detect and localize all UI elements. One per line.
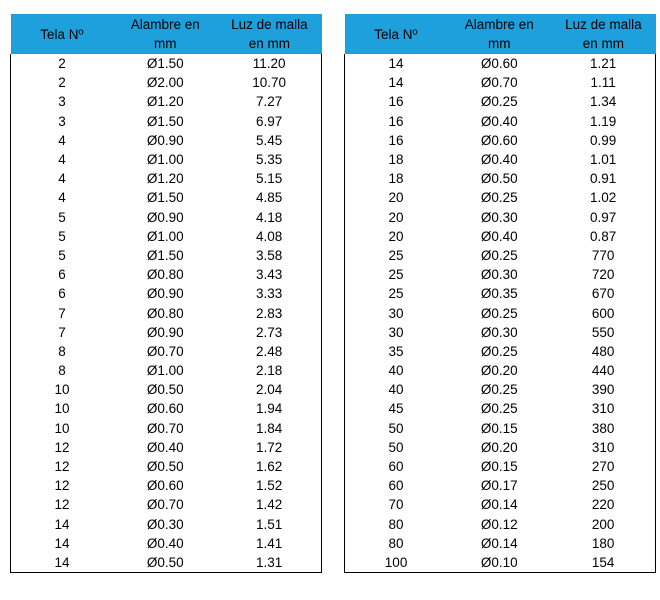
wire-diameter-cell: Ø0.40 — [480, 113, 518, 129]
header-wire-line2: mm — [153, 36, 177, 51]
mesh-opening-cell: 5.15 — [256, 171, 283, 187]
header-row — [345, 14, 656, 54]
wire-diameter-cell: Ø2.00 — [146, 75, 184, 91]
tela-number-cell: 12 — [54, 439, 70, 455]
table-row — [11, 150, 322, 169]
tela-number-cell: 35 — [388, 343, 404, 359]
wire-diameter-cell: Ø0.70 — [480, 75, 518, 91]
table-body — [345, 54, 656, 573]
mesh-opening-cell: 180 — [591, 535, 615, 551]
wire-diameter-cell: Ø0.40 — [480, 152, 518, 168]
table-row — [11, 131, 322, 150]
table-row — [345, 265, 656, 284]
mesh-opening-cell: 10.70 — [252, 75, 287, 91]
table-row — [345, 54, 656, 73]
table-row — [345, 246, 656, 265]
mesh-opening-cell: 0.91 — [590, 171, 617, 187]
wire-diameter-cell: Ø0.35 — [480, 286, 518, 302]
mesh-opening-cell: 6.97 — [256, 113, 283, 129]
table-row — [345, 553, 656, 573]
tela-number-cell: 4 — [58, 132, 66, 148]
mesh-opening-cell: 250 — [591, 478, 615, 494]
table-row — [345, 284, 656, 303]
wire-diameter-cell: Ø0.30 — [146, 516, 184, 532]
header-tela-number-label: Tela Nº — [40, 26, 84, 42]
tela-number-cell: 12 — [54, 459, 70, 475]
mesh-opening-cell: 4.85 — [256, 190, 283, 206]
wire-diameter-cell: Ø1.00 — [146, 228, 184, 244]
mesh-opening-cell: 3.33 — [256, 286, 283, 302]
tela-number-cell: 40 — [388, 382, 404, 398]
wire-diameter-cell: Ø0.90 — [146, 286, 184, 302]
table-row — [11, 188, 322, 207]
header-mesh-line2: en mm — [248, 36, 291, 51]
table-row — [345, 342, 656, 361]
header-wire-line1: Alambre en — [130, 17, 200, 32]
mesh-opening-cell: 1.34 — [590, 94, 617, 110]
table-row — [345, 419, 656, 438]
tela-number-cell: 50 — [388, 439, 404, 455]
wire-diameter-cell: Ø0.40 — [146, 535, 184, 551]
table-row — [11, 361, 322, 380]
header-wire-line1: Alambre en — [464, 17, 534, 32]
tela-number-cell: 100 — [384, 554, 408, 570]
mesh-opening-cell: 5.35 — [256, 152, 283, 168]
table-row — [11, 169, 322, 188]
mesh-opening-cell: 2.04 — [256, 382, 283, 398]
table-row — [11, 92, 322, 111]
table-row — [345, 92, 656, 111]
tela-number-cell: 25 — [388, 247, 404, 263]
mesh-opening-cell: 200 — [591, 516, 615, 532]
table-row — [345, 495, 656, 514]
table-row — [345, 534, 656, 553]
wire-diameter-cell: Ø0.17 — [480, 478, 518, 494]
mesh-opening-cell: 2.48 — [256, 343, 283, 359]
wire-diameter-cell: Ø0.50 — [480, 171, 518, 187]
tela-number-cell: 80 — [388, 516, 404, 532]
tela-number-cell: 3 — [58, 94, 66, 110]
table-row — [11, 54, 322, 73]
wire-diameter-cell: Ø1.50 — [146, 190, 184, 206]
table-row — [345, 188, 656, 207]
header-tela-number — [11, 14, 114, 54]
tela-number-cell: 60 — [388, 459, 404, 475]
tela-number-cell: 10 — [54, 420, 70, 436]
table-row — [345, 438, 656, 457]
header-mesh-opening — [217, 14, 321, 54]
tela-number-cell: 7 — [58, 305, 66, 321]
mesh-opening-cell: 11.20 — [252, 56, 286, 72]
mesh-opening-cell: 1.11 — [590, 75, 616, 91]
mesh-opening-cell: 1.42 — [256, 497, 283, 513]
mesh-opening-cell: 2.73 — [256, 324, 283, 340]
mesh-opening-cell: 480 — [591, 343, 615, 359]
wire-diameter-cell: Ø0.25 — [480, 382, 518, 398]
mesh-opening-cell: 2.18 — [256, 363, 283, 379]
mesh-opening-cell: 1.62 — [256, 459, 283, 475]
mesh-table-left — [10, 14, 322, 573]
table-row — [11, 380, 322, 399]
wire-diameter-cell: Ø0.20 — [480, 439, 518, 455]
wire-diameter-cell: Ø0.40 — [480, 228, 518, 244]
table-row — [11, 534, 322, 553]
table-row — [345, 399, 656, 418]
wire-diameter-cell: Ø0.25 — [480, 305, 518, 321]
mesh-opening-cell: 220 — [591, 497, 615, 513]
wire-diameter-cell: Ø1.50 — [146, 247, 184, 263]
tela-number-cell: 20 — [388, 190, 404, 206]
wire-diameter-cell: Ø1.00 — [146, 363, 184, 379]
mesh-opening-cell: 310 — [591, 401, 615, 417]
table-row — [11, 284, 322, 303]
tela-number-cell: 18 — [388, 152, 404, 168]
wire-diameter-cell: Ø0.12 — [480, 516, 518, 532]
mesh-opening-cell: 4.18 — [256, 209, 283, 225]
wire-diameter-cell: Ø0.70 — [146, 497, 184, 513]
header-mesh-line1: Luz de malla — [231, 17, 308, 32]
tela-number-cell: 5 — [58, 228, 66, 244]
tela-number-cell: 16 — [388, 113, 404, 129]
mesh-opening-cell: 770 — [591, 247, 615, 263]
tela-number-cell: 4 — [58, 190, 66, 206]
tela-number-cell: 2 — [58, 75, 66, 91]
mesh-opening-cell: 1.31 — [256, 554, 283, 570]
mesh-opening-cell: 0.97 — [590, 209, 617, 225]
wire-diameter-cell: Ø0.30 — [480, 267, 518, 283]
table-row — [11, 112, 322, 131]
mesh-opening-cell: 1.21 — [590, 56, 617, 72]
table-row — [345, 515, 656, 534]
table-row — [11, 438, 322, 457]
header-mesh-opening — [551, 14, 655, 54]
tela-number-cell: 25 — [388, 267, 404, 283]
table-row — [11, 342, 322, 361]
mesh-table-right — [344, 14, 656, 573]
mesh-opening-cell: 154 — [591, 554, 615, 570]
wire-diameter-cell: Ø0.70 — [146, 343, 184, 359]
tela-number-cell: 14 — [54, 554, 70, 570]
mesh-opening-cell: 3.58 — [256, 247, 283, 263]
table-row — [345, 150, 656, 169]
header-wire-diameter — [447, 14, 551, 54]
mesh-opening-cell: 1.01 — [590, 152, 617, 168]
wire-diameter-cell: Ø1.00 — [146, 152, 184, 168]
tela-number-cell: 6 — [58, 286, 66, 302]
wire-diameter-cell: Ø0.25 — [480, 247, 518, 263]
wire-diameter-cell: Ø0.30 — [480, 324, 518, 340]
wire-diameter-cell: Ø0.25 — [480, 94, 518, 110]
header-wire-diameter — [113, 14, 217, 54]
table-row — [345, 476, 656, 495]
table-row — [11, 419, 322, 438]
table-row — [345, 361, 656, 380]
tela-number-cell: 45 — [388, 401, 404, 417]
table-row — [11, 227, 322, 246]
table-row — [345, 208, 656, 227]
table-row — [345, 169, 656, 188]
wire-diameter-cell: Ø1.20 — [146, 171, 184, 187]
tela-number-cell: 6 — [58, 267, 66, 283]
table-row — [11, 323, 322, 342]
table-row — [11, 208, 322, 227]
tela-number-cell: 80 — [388, 535, 404, 551]
tela-number-cell: 2 — [58, 56, 66, 72]
table-row — [345, 457, 656, 476]
mesh-opening-cell: 5.45 — [256, 132, 283, 148]
header-mesh-line1: Luz de malla — [565, 17, 642, 32]
tela-number-cell: 5 — [58, 247, 66, 263]
tela-number-cell: 14 — [388, 56, 404, 72]
tela-number-cell: 60 — [388, 478, 404, 494]
mesh-opening-cell: 670 — [591, 286, 615, 302]
mesh-opening-cell: 1.41 — [256, 535, 283, 551]
wire-diameter-cell: Ø0.10 — [480, 554, 518, 570]
mesh-opening-cell: 0.87 — [590, 228, 617, 244]
tela-number-cell: 20 — [388, 209, 404, 225]
wire-diameter-cell: Ø0.90 — [146, 209, 184, 225]
tela-number-cell: 50 — [388, 420, 404, 436]
wire-diameter-cell: Ø0.30 — [480, 209, 518, 225]
mesh-opening-cell: 270 — [591, 459, 615, 475]
tela-number-cell: 16 — [388, 132, 404, 148]
tela-number-cell: 10 — [54, 401, 70, 417]
mesh-opening-cell: 1.52 — [256, 478, 283, 494]
mesh-opening-cell: 310 — [591, 439, 615, 455]
wire-diameter-cell: Ø0.90 — [146, 324, 184, 340]
table-row — [345, 380, 656, 399]
tela-number-cell: 14 — [388, 75, 404, 91]
wire-diameter-cell: Ø0.50 — [146, 382, 184, 398]
tela-number-cell: 25 — [388, 286, 404, 302]
wire-diameter-cell: Ø0.25 — [480, 343, 518, 359]
wire-diameter-cell: Ø0.50 — [146, 554, 184, 570]
wire-diameter-cell: Ø0.25 — [480, 190, 518, 206]
table-row — [11, 553, 322, 573]
tela-number-cell: 40 — [388, 363, 404, 379]
mesh-opening-cell: 0.99 — [590, 132, 617, 148]
wire-diameter-cell: Ø0.14 — [480, 497, 518, 513]
wire-diameter-cell: Ø0.90 — [146, 132, 184, 148]
wire-diameter-cell: Ø0.50 — [146, 459, 184, 475]
mesh-opening-cell: 1.84 — [256, 420, 283, 436]
tela-number-cell: 10 — [54, 382, 70, 398]
wire-diameter-cell: Ø1.50 — [146, 56, 184, 72]
mesh-opening-cell: 1.02 — [590, 190, 617, 206]
table-row — [11, 265, 322, 284]
wire-diameter-cell: Ø0.14 — [480, 535, 518, 551]
tela-number-cell: 30 — [388, 324, 404, 340]
tela-number-cell: 70 — [388, 497, 404, 513]
tela-number-cell: 12 — [54, 497, 70, 513]
table-row — [345, 227, 656, 246]
tela-number-cell: 12 — [54, 478, 70, 494]
wire-diameter-cell: Ø0.80 — [146, 305, 184, 321]
wire-diameter-cell: Ø0.80 — [146, 267, 184, 283]
wire-diameter-cell: Ø0.20 — [480, 363, 518, 379]
table-row — [11, 73, 322, 92]
tela-number-cell: 16 — [388, 94, 404, 110]
wire-diameter-cell: Ø0.60 — [480, 56, 518, 72]
mesh-opening-cell: 720 — [591, 267, 615, 283]
wire-diameter-cell: Ø0.70 — [146, 420, 184, 436]
tela-number-cell: 14 — [54, 516, 70, 532]
table-row — [345, 131, 656, 150]
table-row — [345, 112, 656, 131]
table-row — [11, 303, 322, 322]
wire-diameter-cell: Ø0.15 — [480, 459, 518, 475]
table-row — [345, 323, 656, 342]
table-header — [11, 14, 322, 54]
table-row — [345, 303, 656, 322]
table-row — [11, 476, 322, 495]
mesh-opening-cell: 2.83 — [256, 305, 283, 321]
header-mesh-line2: en mm — [582, 36, 625, 51]
table-header — [345, 14, 656, 54]
tela-number-cell: 5 — [58, 209, 66, 225]
tela-number-cell: 14 — [54, 535, 70, 551]
header-wire-line2: mm — [487, 36, 511, 51]
tela-number-cell: 30 — [388, 305, 404, 321]
wire-diameter-cell: Ø0.60 — [146, 478, 184, 494]
tela-number-cell: 4 — [58, 171, 66, 187]
table-row — [11, 495, 322, 514]
wire-diameter-cell: Ø0.40 — [146, 439, 184, 455]
header-row — [11, 14, 322, 54]
tela-number-cell: 3 — [58, 113, 66, 129]
wire-diameter-cell: Ø1.50 — [146, 113, 184, 129]
tela-number-cell: 8 — [58, 343, 66, 359]
mesh-opening-cell: 380 — [591, 420, 615, 436]
mesh-opening-cell: 440 — [591, 363, 615, 379]
table-row — [11, 399, 322, 418]
mesh-opening-cell: 600 — [591, 305, 615, 321]
mesh-opening-cell: 550 — [591, 324, 615, 340]
header-tela-number — [345, 14, 448, 54]
tela-number-cell: 8 — [58, 363, 66, 379]
tela-number-cell: 4 — [58, 152, 66, 168]
wire-diameter-cell: Ø0.60 — [146, 401, 184, 417]
mesh-opening-cell: 3.43 — [256, 267, 283, 283]
mesh-opening-cell: 390 — [591, 382, 615, 398]
tela-number-cell: 7 — [58, 324, 66, 340]
wire-diameter-cell: Ø1.20 — [146, 94, 184, 110]
mesh-opening-cell: 1.19 — [590, 113, 617, 129]
tela-number-cell: 20 — [388, 228, 404, 244]
wire-diameter-cell: Ø0.60 — [480, 132, 518, 148]
mesh-opening-cell: 4.08 — [256, 228, 283, 244]
table-body — [11, 54, 322, 573]
table-row — [345, 73, 656, 92]
tela-number-cell: 18 — [388, 171, 404, 187]
wire-diameter-cell: Ø0.15 — [480, 420, 518, 436]
mesh-opening-cell: 7.27 — [256, 94, 283, 110]
wire-diameter-cell: Ø0.25 — [480, 401, 518, 417]
table-row — [11, 457, 322, 476]
mesh-opening-cell: 1.94 — [256, 401, 283, 417]
mesh-opening-cell: 1.72 — [256, 439, 283, 455]
table-row — [11, 246, 322, 265]
table-row — [11, 515, 322, 534]
header-tela-number-label: Tela Nº — [374, 26, 418, 42]
mesh-opening-cell: 1.51 — [256, 516, 283, 532]
